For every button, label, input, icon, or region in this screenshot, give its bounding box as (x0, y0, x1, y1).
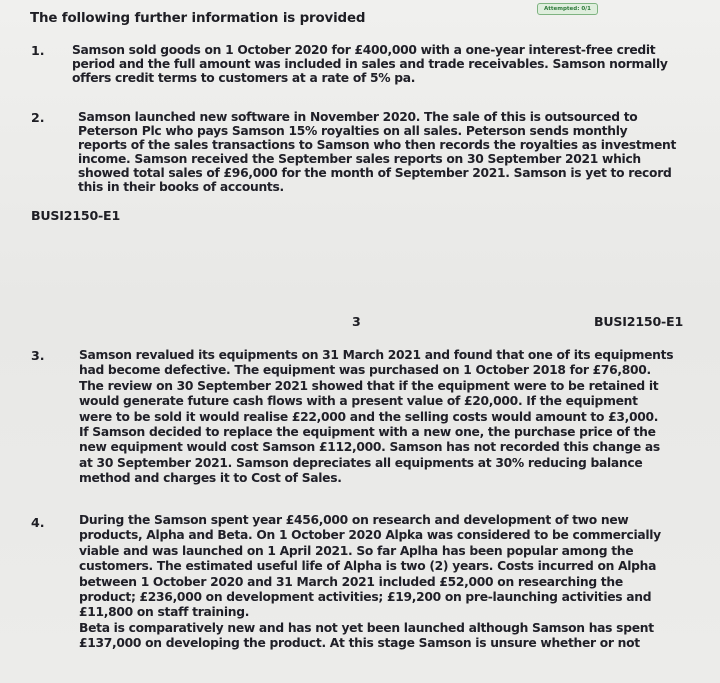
item-number-2: 2. (31, 110, 45, 125)
item-number-1: 1. (31, 43, 45, 58)
paragraph-line: offers credit terms to customers at a rate of 5% pa. (72, 71, 416, 85)
paragraph-line: Beta is comparatively new and has not yet been launched although Samson has spent (79, 620, 654, 635)
paragraph-line: If Samson decided to replace the equipment with a new one, the purchase price of the (79, 425, 656, 440)
paragraph-line: reports of the sales transactions to Samson who then records the royalties as investment (78, 138, 677, 152)
intro-heading: The following further information is provided (30, 11, 366, 26)
course-code-header: BUSI2150-E1 (594, 314, 684, 329)
paragraph-line: products, Alpha and Beta. On 1 October 2020 Alpka was considered to be commercially (79, 528, 661, 543)
page-number: 3 (352, 314, 361, 329)
paragraph-line: During the Samson spent year £456,000 on research and development of two new (79, 513, 629, 527)
paragraph-line: at 30 September 2021. Samson depreciates all equipments at 30% reducing balance (79, 455, 643, 470)
paragraph-line: would generate future cash flows with a present value of £20,000. If the equipment (79, 394, 638, 409)
paragraph-line: method and charges it to Cost of Sales. (79, 471, 342, 486)
item-paragraph-3 (79, 348, 673, 487)
paragraph-line: customers. The estimated useful life of Alpha is two (2) years. Costs incurred on Alpha (79, 559, 657, 574)
paragraph-line: had become defective. The equipment was purchased on 1 October 2018 for £76,800. (79, 363, 651, 378)
item-number-3: 3. (31, 348, 45, 363)
paragraph-line: showed total sales of £96,000 for the month of September 2021. Samson is yet to record (78, 166, 672, 180)
item-paragraph-1 (72, 43, 668, 85)
course-code-footer: BUSI2150-E1 (31, 208, 121, 223)
paragraph-line: £11,800 on staff training. (79, 605, 250, 620)
paragraph-line: viable and was launched on 1 April 2021. So far Aplha has been popular among the (79, 543, 634, 558)
paragraph-line: period and the full amount was included in sales and trade receivables. Samson normally (72, 57, 668, 71)
paragraph-line: Peterson Plc who pays Samson 15% royalties on all sales. Peterson sends monthly (78, 124, 628, 138)
item-paragraph-2 (78, 110, 676, 194)
paragraph-line: this in their books of accounts. (78, 180, 284, 194)
item-number-4: 4. (31, 515, 45, 530)
attempted-badge: Attempted: 0/1 (537, 3, 598, 15)
paragraph-line: income. Samson received the September sales reports on 30 September 2021 which (78, 152, 641, 166)
item-paragraph-4 (79, 513, 661, 652)
paragraph-line: Samson sold goods on 1 October 2020 for £400,000 with a one-year interest-free credit (72, 43, 656, 57)
paragraph-line: Samson launched new software in November 2020. The sale of this is outsourced to (78, 110, 638, 124)
paragraph-line: £137,000 on developing the product. At this stage Samson is unsure whether or not (79, 636, 640, 651)
paragraph-line: product; £236,000 on development activities; £19,200 on pre-launching activities and (79, 590, 652, 605)
paragraph-line: The review on 30 September 2021 showed that if the equipment were to be retained it (79, 378, 659, 393)
paragraph-line: were to be sold it would realise £22,000 and the selling costs would amount to £3,000. (79, 409, 659, 424)
paragraph-line: new equipment would cost Samson £112,000. Samson has not recorded this change as (79, 440, 660, 455)
paragraph-line: Samson revalued its equipments on 31 March 2021 and found that one of its equipments (79, 348, 674, 362)
paragraph-line: between 1 October 2020 and 31 March 2021 included £52,000 on researching the (79, 574, 623, 589)
